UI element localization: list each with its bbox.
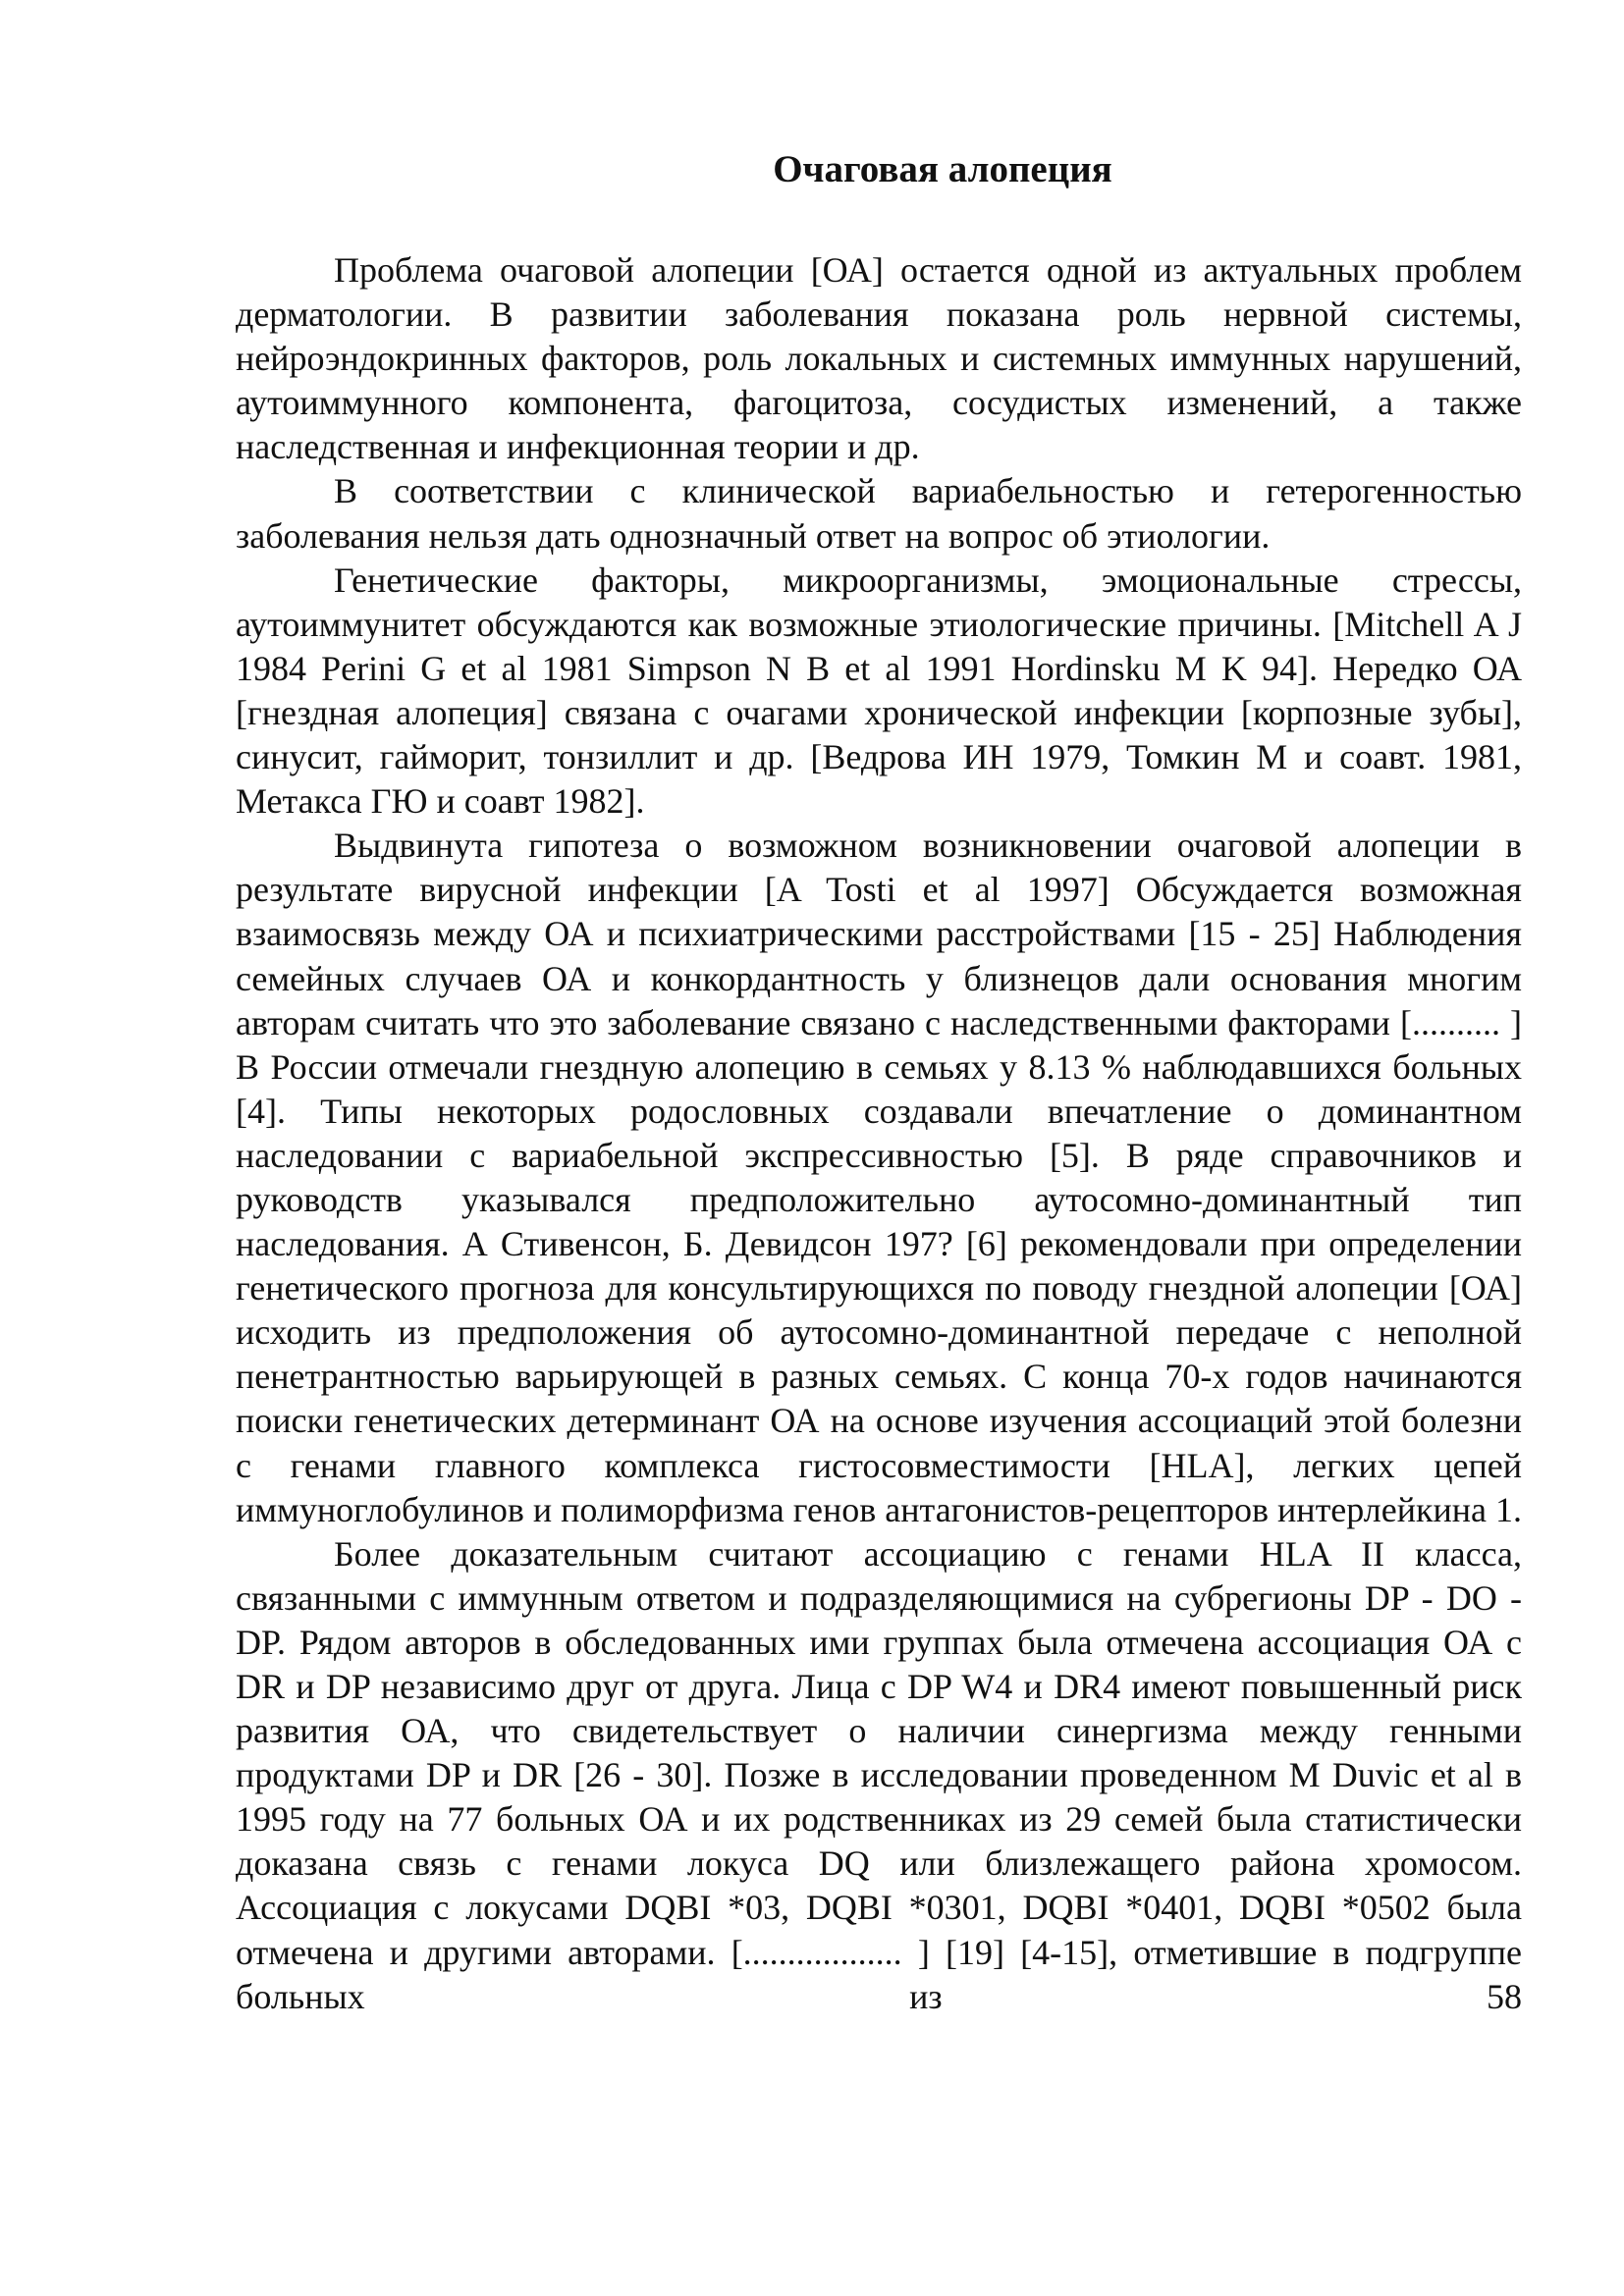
document-title: Очаговая алопеция: [773, 148, 1112, 190]
paragraph-5: Более доказательным считают ассоциацию с генами HLA II класса, связанными с иммунным ответом и подразделяющимися на субрегионы DP - DO -DP. Рядом авторов в обследованных ими группах была отмечена ассоциация ОА с DR и DP независимо друг от друга. Лица с DP W4 и DR4 имеют повышенный риск развития ОА, что свидетельствует о наличии синергизма между генными продуктами DP и DR [26 - 30]. Позже в исследовании проведенном M Duvic et al в 1995 году на 77 больных ОА и их родственниках из 29 семей была статистически доказана связь с генами локуса DQ или близлежащего района хромосом. Ассоциация с локусами DQBI *03, DQBI *0301, DQBI *0401, DQBI *0502 была отмечена и другими авторами. [.................. ] [19] [4-15], отметившие в подгруппе больных из 58: [236, 1533, 1522, 2016]
paragraph-1: Проблема очаговой алопеции [ОА] остается одной из актуальных проблем дерматологии. В развитии заболевания показана роль нервной системы, нейроэндокринных факторов, роль локальных и системных иммунных нарушений, аутоиммунного компонента, фагоцитоза, сосудистых изменений, а также наследственная и инфекционная теории и др.: [236, 250, 1522, 467]
paragraph-2: В соответствии с клинической вариабельностью и гетерогенностью заболевания нельзя дать однозначный ответ на вопрос об этиологии.: [236, 471, 1522, 556]
paragraph-4: Выдвинута гипотеза о возможном возникновении очаговой алопеции в результате вирусной инфекции [A Tosti et al 1997] Обсуждается возможная взаимосвязь между ОА и психиатрическими расстройствами [15 - 25] Наблюдения семейных случаев ОА и конкордантность у близнецов дали основания многим авторам считать что это заболевание связано с наследственными факторами [.......... ] В России отмечали гнездную алопецию в семьях у 8.13 % наблюдавшихся больных [4]. Типы некоторых родословных создавали впечатление о доминантном наследовании с вариабельной экспрессивностью [5]. В ряде справочников и руководств указывался предположительно аутосомно-доминантный тип наследования. А Стивенсон, Б. Девидсон 197? [6] рекомендовали при определении генетического прогноза для консультирующихся по поводу гнездной алопеции [ОА] исходить из предположения об аутосомно-доминантной передаче с неполной пенетрантностью варьирующей в разных семьях. С конца 70-х годов начинаются поиски генетических детерминант ОА на основе изучения ассоциаций этой болезни с генами главного комплекса гистосовместимости [HLA], легких цепей иммуноглобулинов и полиморфизма генов антагонистов-рецепторов интерлейкина 1.: [236, 826, 1523, 1529]
document-page: [236, 147, 1522, 2019]
paragraph-3: Генетические факторы, микроорганизмы, эмоциональные стрессы, аутоиммунитет обсуждаются как возможные этиологические причины. [Mitchell A J 1984 Perini G et al 1981 Simpson N B et al 1991 Hordinsku M K 94]. Нередко ОА [гнездная алопеция] связана с очагами хронической инфекции [корпозные зубы], синусит, гайморит, тонзиллит и др. [Ведрова ИН 1979, Томкин М и соавт. 1981, Метакса ГЮ и соавт 1982].: [236, 560, 1522, 822]
